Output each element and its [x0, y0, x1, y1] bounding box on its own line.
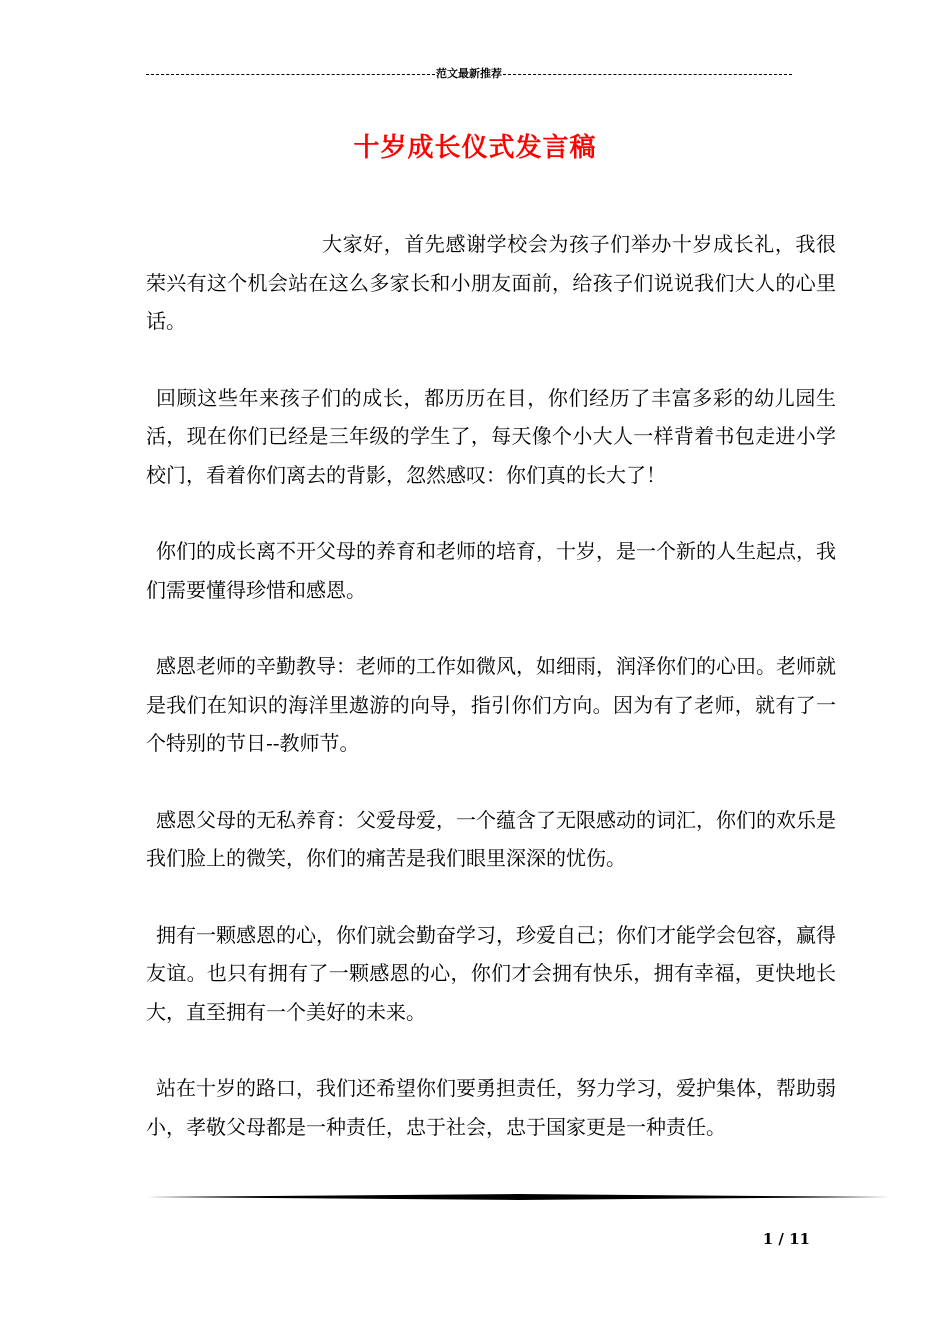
footer-rule — [146, 1194, 890, 1200]
header-label: 范文最新推荐 — [436, 67, 502, 80]
paragraph-2: 回顾这些年来孩子们的成长，都历历在目，你们经历了丰富多彩的幼儿园生活，现在你们已经是三年级的学生了，每天像个小大人一样背着书包走进小学校门，看着你们离去的背影，忽然感叹：你们真的长大了！ — [146, 385, 836, 487]
page-separator: / — [773, 1230, 790, 1248]
paragraph-3: 你们的成长离不开父母的养育和老师的培育，十岁，是一个新的人生起点，我们需要懂得珍惜和感恩。 — [146, 539, 836, 602]
document-body — [146, 225, 836, 1184]
header-dash-left — [146, 74, 435, 75]
page-total: 11 — [789, 1230, 810, 1248]
page-number — [740, 1228, 810, 1250]
header-dash-right — [503, 74, 792, 75]
paragraph-5: 感恩父母的无私养育：父爱母爱，一个蕴含了无限感动的词汇，你们的欢乐是我们脸上的微笑，你们的痛苦是我们眼里深深的忧伤。 — [146, 807, 836, 870]
document-title: 十岁成长仪式发言稿 — [353, 133, 597, 163]
page-current: 1 — [762, 1230, 774, 1248]
paragraph-1: 大家好，首先感谢学校会为孩子们举办十岁成长礼，我很荣兴有这个机会站在这么多家长和小朋友面前，给孩子们说说我们大人的心里话。 — [146, 232, 836, 333]
paragraph-7: 站在十岁的路口，我们还希望你们要勇担责任，努力学习，爱护集体，帮助弱小，孝敬父母都是一种责任，忠于社会，忠于国家更是一种责任。 — [146, 1076, 836, 1139]
page-header — [146, 66, 792, 82]
paragraph-6: 拥有一颗感恩的心，你们就会勤奋学习，珍爱自己；你们才能学会包容，赢得友谊。也只有拥有了一颗感恩的心，你们才会拥有快乐，拥有幸福，更快地长大，直至拥有一个美好的未来。 — [146, 922, 836, 1024]
paragraph-4: 感恩老师的辛勤教导：老师的工作如微风，如细雨，润泽你们的心田。老师就是我们在知识的海洋里遨游的向导，指引你们方向。因为有了老师，就有了一个特别的节日--教师节。 — [146, 654, 836, 755]
